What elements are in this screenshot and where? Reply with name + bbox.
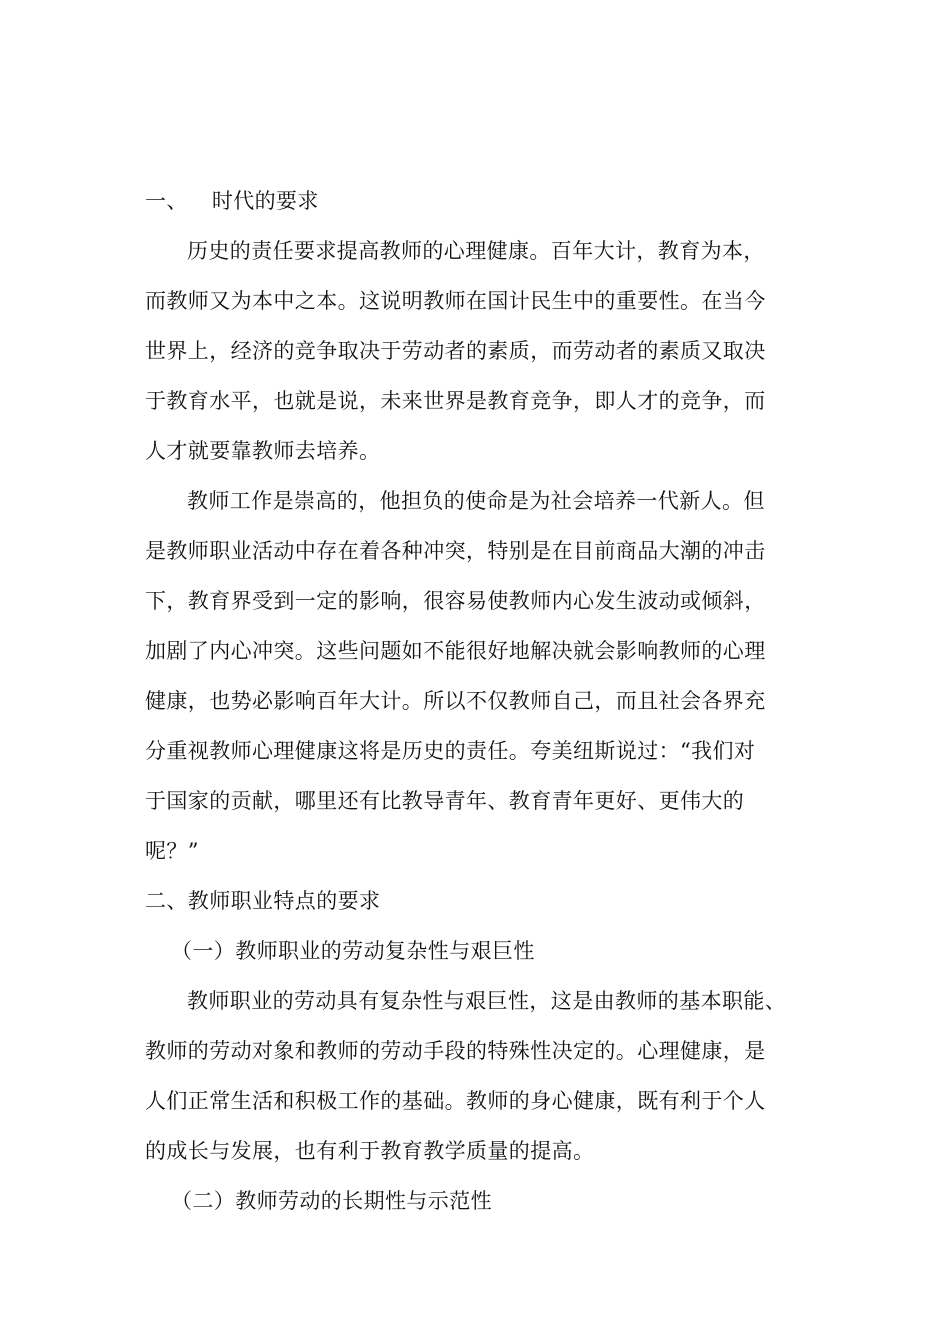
paragraph-line: 世界上，经济的竞争取决于劳动者的素质，而劳动者的素质又取决 xyxy=(145,339,766,363)
paragraph-line: 下，教育界受到一定的影响，很容易使教师内心发生波动或倾斜， xyxy=(145,589,766,613)
paragraph-3 xyxy=(145,976,825,1176)
subsection-heading-1: （一）教师职业的劳动复杂性与艰巨性 xyxy=(171,939,535,963)
paragraph-line: 分重视教师心理健康这将是历史的责任。夸美纽斯说过：“我们对 xyxy=(145,739,756,763)
paragraph-line: 是教师职业活动中存在着各种冲突，特别是在目前商品大潮的冲击 xyxy=(145,539,766,563)
paragraph-line: 健康，也势必影响百年大计。所以不仅教师自己，而且社会各界充 xyxy=(145,689,766,713)
paragraph-line: 教师职业的劳动具有复杂性与艰巨性，这是由教师的基本职能、 xyxy=(187,989,787,1013)
paragraph-line: 教师工作是崇高的，他担负的使命是为社会培养一代新人。但 xyxy=(187,489,765,513)
section-heading-2: 二、教师职业特点的要求 xyxy=(145,889,381,913)
paragraph-line: 呢？” xyxy=(145,839,199,863)
paragraph-line: 历史的责任要求提高教师的心理健康。百年大计，教育为本， xyxy=(187,239,765,263)
paragraph-line: 的成长与发展，也有利于教育教学质量的提高。 xyxy=(145,1139,595,1163)
paragraph-line: 人们正常生活和积极工作的基础。教师的身心健康，既有利于个人 xyxy=(145,1089,766,1113)
paragraph-line: 于教育水平，也就是说，未来世界是教育竞争，即人才的竞争，而 xyxy=(145,389,766,413)
paragraph-line: 于国家的贡献，哪里还有比教导青年、教育青年更好、更伟大的 xyxy=(145,789,745,813)
paragraph-1 xyxy=(145,226,825,476)
document-body xyxy=(145,176,825,1226)
subsection-heading-2: （二）教师劳动的长期性与示范性 xyxy=(171,1189,492,1213)
section-heading-1 xyxy=(145,176,825,226)
paragraph-line: 教师的劳动对象和教师的劳动手段的特殊性决定的。心理健康，是 xyxy=(145,1039,766,1063)
section-heading-1-title: 时代的要求 xyxy=(211,189,319,213)
section-heading-1-number: 一、 xyxy=(145,189,188,213)
paragraph-line: 人才就要靠教师去培养。 xyxy=(145,439,381,463)
paragraph-line: 而教师又为本中之本。这说明教师在国计民生中的重要性。在当今 xyxy=(145,289,766,313)
paragraph-line: 加剧了内心冲突。这些问题如不能很好地解决就会影响教师的心理 xyxy=(145,639,766,663)
paragraph-2 xyxy=(145,476,825,876)
